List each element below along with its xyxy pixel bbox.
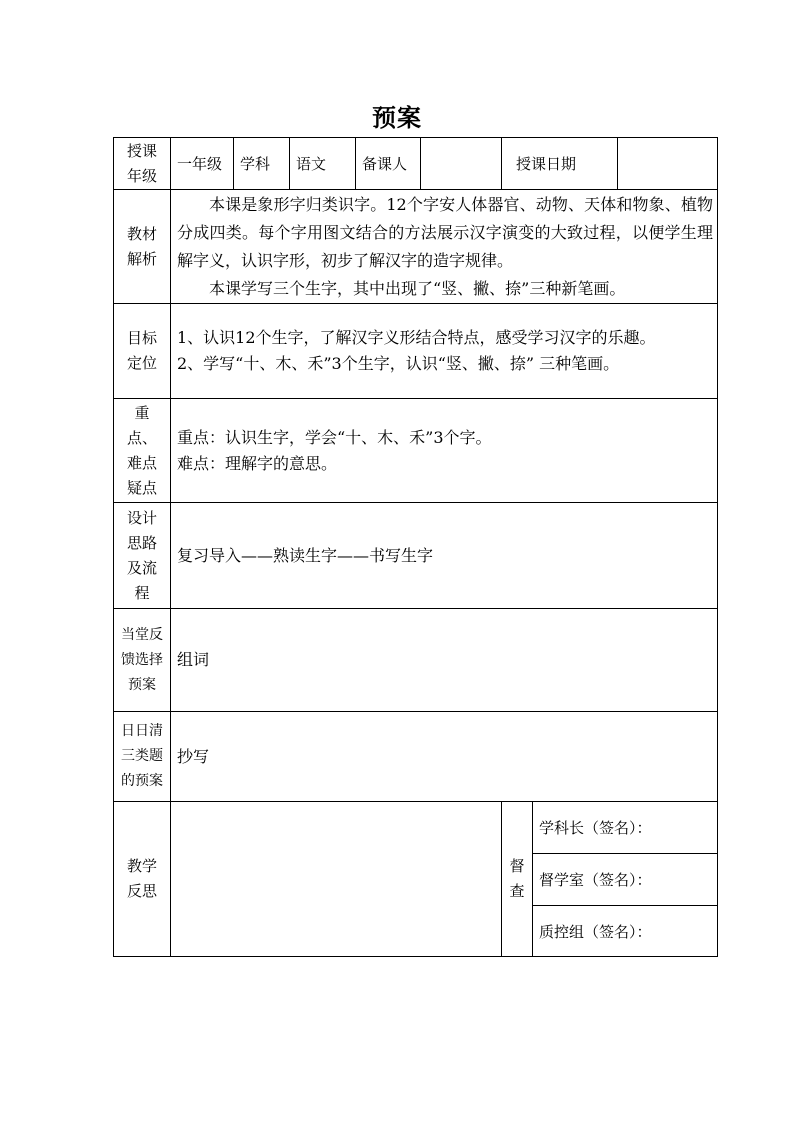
keypoint-line-2: 难点：理解字的意思。 (177, 453, 338, 473)
keypoint-line-1: 重点：认识生字，学会“十、木、禾”3个字。 (177, 427, 492, 447)
page-title: 预案 (372, 103, 422, 132)
date-label: 授课日期 (502, 138, 618, 190)
feedback-label: 当堂反馈选择预案 (114, 609, 171, 712)
goals-content (171, 304, 718, 399)
keypoints-content (171, 399, 718, 503)
goal-line-1: 1、认识12个生字，了解汉字义形结合特点，感受学习汉字的乐趣。 (177, 328, 656, 347)
design-content (171, 503, 718, 609)
reflection-label: 教学反思 (114, 802, 171, 957)
material-label: 教材解析 (114, 190, 171, 304)
reflection-row-1 (114, 802, 718, 854)
header-row (114, 138, 718, 190)
feedback-text: 组词 (177, 650, 210, 669)
reflection-content (171, 802, 502, 957)
subject-label: 学科 (234, 138, 290, 190)
signature-subject-head: 学科长（签名）： (533, 802, 718, 854)
signature-quality-control: 质控组（签名）： (533, 906, 718, 957)
feedback-content (171, 609, 718, 712)
goals-label: 目标定位 (114, 304, 171, 399)
grade-label: 授课年级 (114, 138, 171, 190)
goals-row (114, 304, 718, 399)
keypoints-row (114, 399, 718, 503)
design-label: 设计思路及流程 (114, 503, 171, 609)
keypoints-label: 重点、难点疑点 (114, 399, 171, 503)
date-value (618, 138, 718, 190)
preparer-value (421, 138, 502, 190)
lesson-plan-table (113, 137, 718, 957)
design-row (114, 503, 718, 609)
daily-row (114, 712, 718, 802)
supervise-label: 督查 (502, 802, 533, 957)
design-text: 复习导入——熟读生字——书写生字 (177, 545, 434, 565)
preparer-label: 备课人 (356, 138, 421, 190)
grade-value: 一年级 (171, 138, 234, 190)
material-paragraph-2: 本课学写三个生字，其中出现了“竖、撇、捺”三种新笔画。 (209, 278, 626, 298)
subject-value: 语文 (290, 138, 356, 190)
material-paragraph-1: 本课是象形字归类识字。12个字安人体器官、动物、天体和物象、植物分成四类。每个字用图文结合的方法展示汉字演变的大致过程，以便学生理解字义，认识字形，初步了解汉字的造字规律。 (177, 194, 714, 270)
daily-label: 日日清三类题的预案 (114, 712, 171, 802)
signature-supervision-office: 督学室（签名）： (533, 854, 718, 906)
daily-text: 抄写 (177, 746, 210, 766)
feedback-row (114, 609, 718, 712)
daily-content (171, 712, 718, 802)
goal-line-2: 2、学写“十、木、禾”3个生字，认识“竖、撇、捺” 三种笔画。 (177, 354, 620, 373)
material-content (171, 190, 718, 304)
material-row (114, 190, 718, 304)
